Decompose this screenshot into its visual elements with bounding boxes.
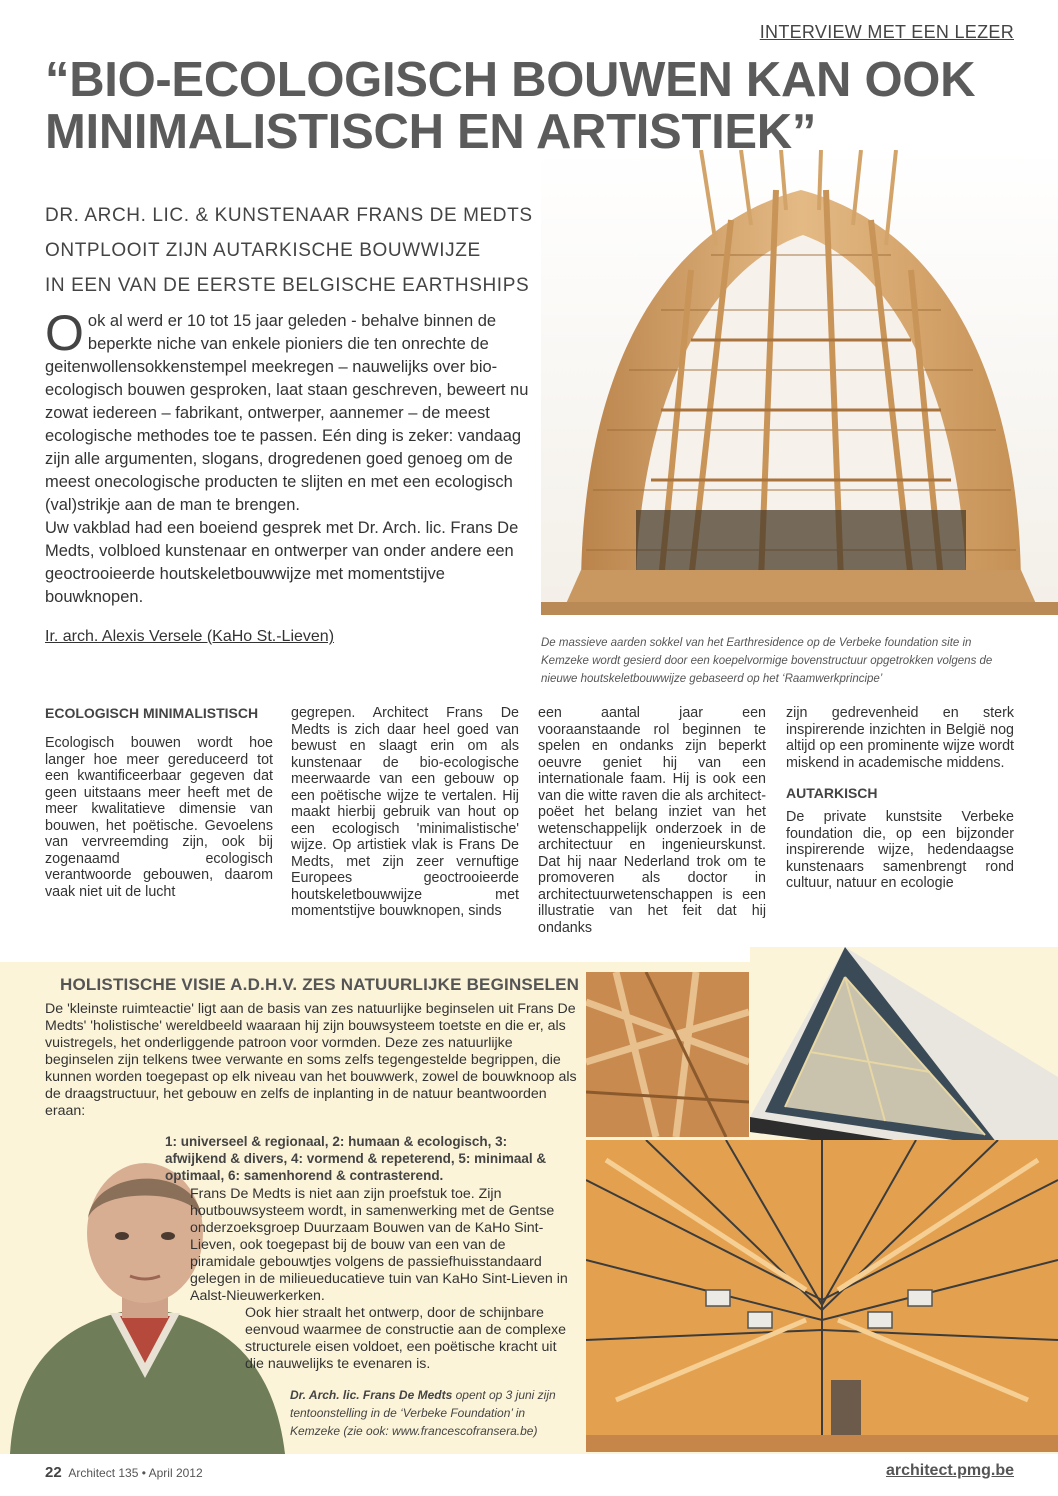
box-paragraph-2: Ook hier straalt het ontwerp, door de schijnbare eenvoud waarmee de constructie aan de complexe structurele eisen voldoet, een poëtische kracht uit die nauwelijks te evenaren is. bbox=[245, 1305, 566, 1372]
title-line-1: “BIO-ECOLOGISCH BOUWEN KAN OOK bbox=[45, 53, 976, 107]
timber-framework-render bbox=[586, 1140, 1058, 1452]
subheading-line-2: ONTPLOOIT ZIJN AUTARKISCHE BOUWWIJZE bbox=[45, 240, 481, 261]
issue-label: Architect 135 • April 2012 bbox=[68, 1466, 203, 1480]
section-tag: INTERVIEW MET EEN LEZER bbox=[759, 22, 1014, 42]
note-name: Dr. Arch. lic. Frans De Medts bbox=[290, 1388, 453, 1402]
note-end: ) bbox=[533, 1424, 538, 1438]
box-intro-text: De 'kleinste ruimteactie' ligt aan de basis van zes natuurlijke beginselen uit Frans De Medts' 'holistische' wereldbeeld waaraan hij zijn bouwsysteem toetste en die er, als vuistregels, het onderliggende patroon voor vormden. Deze zes natuurlijke beginselen zijn telkens twee verwante en soms zelfs tegengestelde begrippen, die kunnen worden toegepast op elk niveau van het bouwwerk, zowel de bouwknoop als de draagstructuur, het gebouw en zelfs de inplanting in de natuur beantwoorden eraan: bbox=[45, 1001, 577, 1119]
column-1 bbox=[45, 705, 273, 904]
column-3 bbox=[538, 705, 766, 940]
intro-paragraph-1 bbox=[45, 305, 538, 517]
column-4-text-2: De private kunstsite Verbeke foundation die, op een bijzonder inspirerende wijze, hedendaagse kunstenaars samenbrengt rond cultuur, natuur en ecologie bbox=[786, 809, 1014, 891]
intro-paragraph-1-text: ok al werd er 10 tot 15 jaar geleden - behalve binnen de beperkte niche van enkele pioniers die ten onrechte de geitenwollensokkenstempel meekregen – nauwelijks over bio-ecologisch bouwen gesproken, laat staan geschreven, beweert nu zowat iedereen – fabrikant, ontwerper, aannemer – de meest ecologische methodes toe te passen. Eén ding is zeker: vandaag zijn alle argumenten, slogans, drogredenen goed genoeg om de meest onecologische producten te slijten en met een ecologisch (val)strikje aan de man te brengen. bbox=[45, 312, 529, 514]
title-line-2: MINIMALISTISCH EN ARTISTIEK” bbox=[45, 105, 817, 159]
subheading-line-1: DR. ARCH. LIC. & KUNSTENAAR FRANS DE MEDTS bbox=[45, 205, 533, 226]
website-link[interactable]: www.francescofransera.be bbox=[392, 1424, 534, 1438]
intro-text bbox=[45, 305, 538, 609]
page-number: 22 bbox=[45, 1464, 62, 1481]
drop-cap: O bbox=[45, 305, 84, 361]
timber-interior-photo bbox=[586, 972, 749, 1137]
pyramid-section-render bbox=[750, 947, 1058, 1172]
column-4-text: zijn gedrevenheid en sterk inspirerende inzichten in België nog altijd op een prominente wijze wordt miskend in academische middens. bbox=[786, 705, 1014, 771]
column-3-text: een aantal jaar een vooraanstaande rol beginnen te spelen en ondanks zijn beperkt oeuvre geniet hij van een internationale faam. Hij is ook een van die witte raven die als architect-poëet het belang inziet van het wetenschappelijk onderzoek in de architectuur en ingenieurskunst. Dat hij naar Nederland trok om te promoveren als doctor in architectuurwetenschappen is een illustratie van het feit dat hij ondanks bbox=[538, 705, 766, 936]
author-byline[interactable]: Ir. arch. Alexis Versele (KaHo St.-Lieven) bbox=[45, 628, 335, 645]
section-heading-autarkisch: AUTARKISCH bbox=[786, 785, 878, 801]
subheading-line-3: IN EEN VAN DE EERSTE BELGISCHE EARTHSHIPS bbox=[45, 275, 530, 296]
dome-structure-photo bbox=[541, 150, 1058, 615]
box-paragraph-1: Frans De Medts is niet aan zijn proefstuk toe. Zijn houtbouwsysteem wordt, in samenwerking met de Gentse onderzoeksgroep Duurzaam Bouwen van de KaHo Sint-Lieven, ook toegepast bij de bouw van een van de piramidale gebouwtjes volgens de passiefhuisstandaard gelegen in de milieueducatieve tuin van KaHo Sint-Lieven in Aalst-Nieuwerkerken. bbox=[190, 1186, 568, 1304]
page-title bbox=[45, 53, 976, 159]
column-4 bbox=[786, 705, 1014, 896]
intro-paragraph-2: Uw vakblad had een boeiend gesprek met Dr. Arch. lic. Frans De Medts, volbloed kunstenaar en ontwerper van onder andere een geoctrooieerde houtskeletbouwwijze met momentstijve bouwknopen. bbox=[45, 519, 519, 606]
exhibition-note bbox=[290, 1386, 575, 1440]
principles-list: 1: universeel & regionaal, 2: humaan & ecologisch, 3: afwijkend & divers, 4: vormend & repeterend, 5: minimaal & optimaal, 6: samenhorend & contrasterend. bbox=[165, 1134, 547, 1183]
photo-caption: De massieve aarden sokkel van het Earthresidence op de Verbeke foundation site in Kemzeke wordt gesierd door een koepelvormige bovenstructuur opgetrokken volgens de nieuwe houtskeletbouwwijze gebaseerd op het ‘Raamwerkprincipe’ bbox=[541, 637, 993, 685]
footer-issue bbox=[45, 1464, 203, 1481]
box-body-text bbox=[190, 1186, 570, 1373]
subheading bbox=[45, 198, 545, 303]
column-1-text: Ecologisch bouwen wordt hoe langer hoe meer gereduceerd tot een kwantificeerbaar gegeven dat geen uitstaans meer heeft met de meer kwalitatieve dimensie van bouwen, het poëtische. Gevoelens van vervreemding zijn, ook bij zogenaamd ecologisch verantwoorde gebouwen, daarom vaak niet uit de lucht bbox=[45, 735, 273, 900]
box-title: HOLISTISCHE VISIE A.D.H.V. ZES NATUURLIJKE BEGINSELEN bbox=[60, 975, 580, 994]
column-2-text: gegrepen. Architect Frans De Medts is zich daar heel goed van bewust en slaagt erin om als kunstenaar de bio-ecologische meerwaarde van een gebouw op een poëtische wijze te vertalen. Hij maakt hierbij gebruik van hout op een ecologisch 'minimalistische' wijze. Op artistiek vlak is Frans De Medts, met zijn zeer vernuftige Europees geoctrooieerde houtskeletbouwwijze met momentstijve bouwknopen, sinds bbox=[291, 705, 519, 919]
footer-website-link[interactable]: architect.pmg.be bbox=[885, 1462, 1014, 1479]
column-2 bbox=[291, 705, 519, 924]
note-text: opent op 3 juni zijn tentoonstelling in de ‘Verbeke Foundation’ in Kemzeke (zie ook: bbox=[290, 1388, 556, 1438]
section-heading-ecologisch: ECOLOGISCH MINIMALISTISCH bbox=[45, 705, 259, 721]
